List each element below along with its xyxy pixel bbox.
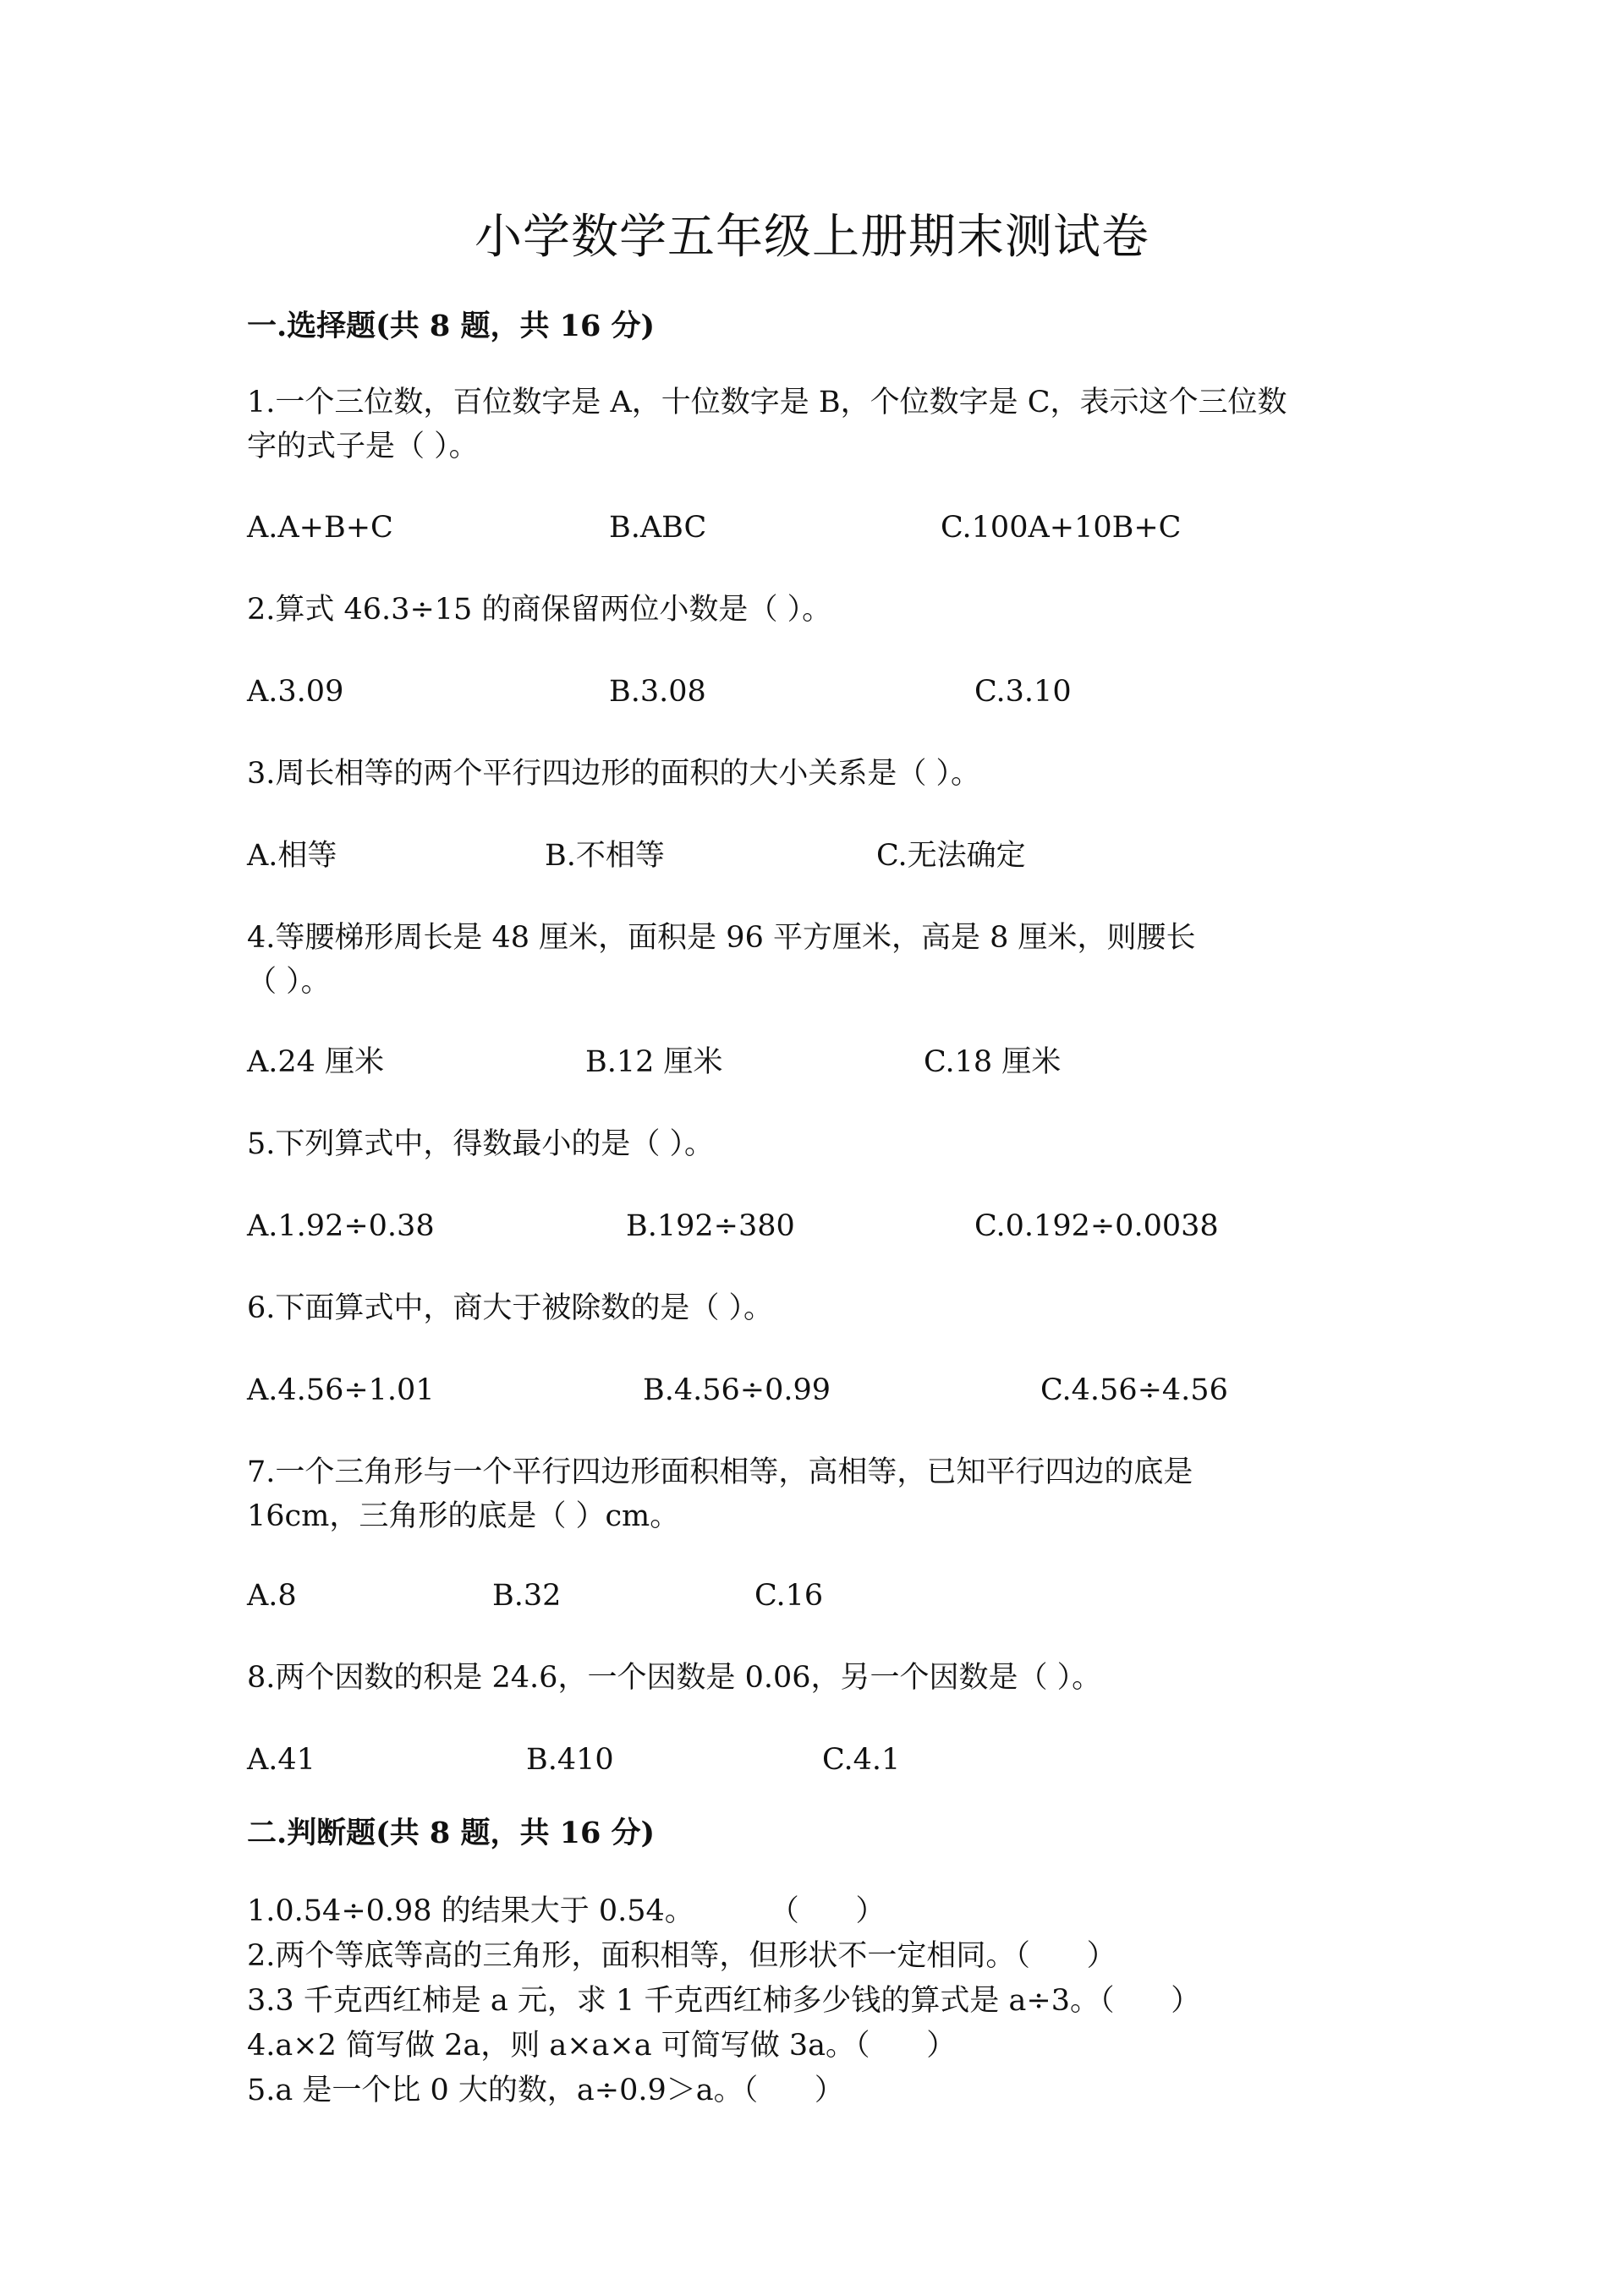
option-a: A.1.92÷0.38 — [247, 1209, 435, 1243]
option-c: C.18 厘米 — [924, 1045, 1062, 1079]
option-a: A.A+B+C — [247, 511, 393, 545]
option-c: C.16 — [754, 1579, 824, 1613]
choice-question-1 — [247, 381, 1397, 469]
page-title: 小学数学五年级上册期末测试卷 — [475, 210, 1149, 265]
question-text: 2.算式 46.3÷15 的商保留两位小数是（ ）。 — [247, 593, 832, 627]
question-text: （ ）。 — [247, 965, 331, 999]
option-b: B.192÷380 — [626, 1209, 795, 1243]
option-c: C.4.56÷4.56 — [1040, 1373, 1228, 1407]
question-text: 4.等腰梯形周长是 48 厘米，面积是 96 平方厘米，高是 8 厘米，则腰长 — [247, 921, 1196, 955]
option-c: C.0.192÷0.0038 — [974, 1209, 1219, 1243]
question-text: 6.下面算式中，商大于被除数的是（ ）。 — [247, 1291, 774, 1325]
option-c: C.3.10 — [974, 675, 1072, 709]
judgement-item-3: 3.3 千克西红柿是 a 元，求 1 千克西红柿多少钱的算式是 a÷3。（ ） — [247, 1984, 1201, 2018]
choice-question-5 — [247, 1122, 1397, 1166]
option-b: B.3.08 — [609, 675, 706, 709]
option-a: A.8 — [247, 1579, 297, 1613]
judgement-item-5: 5.a 是一个比 0 大的数，a÷0.9＞a。（ ） — [247, 2074, 844, 2107]
option-b: B.410 — [526, 1743, 614, 1777]
option-b: B.32 — [492, 1579, 562, 1613]
choice-options-8 — [247, 1738, 1431, 1782]
option-a: A.4.56÷1.01 — [247, 1373, 435, 1407]
option-b: B.ABC — [609, 511, 707, 545]
option-c: C.4.1 — [822, 1743, 901, 1777]
choice-question-6 — [247, 1286, 1397, 1330]
option-c: C.100A+10B+C — [941, 511, 1182, 545]
judgement-item-1: 1.0.54÷0.98 的结果大于 0.54。 （ ） — [247, 1894, 886, 1928]
judgement-item-4: 4.a×2 简写做 2a，则 a×a×a 可简写做 3a。（ ） — [247, 2029, 957, 2063]
question-text: 8.两个因数的积是 24.6，一个因数是 0.06，另一个因数是（ ）。 — [247, 1661, 1102, 1695]
option-b: B.12 厘米 — [585, 1045, 723, 1079]
option-a: A.3.09 — [247, 675, 344, 709]
choice-question-7 — [247, 1450, 1397, 1538]
choice-question-8 — [247, 1656, 1397, 1700]
judgement-item-2: 2.两个等底等高的三角形，面积相等，但形状不一定相同。（ ） — [247, 1939, 1116, 1973]
option-b: B.不相等 — [545, 839, 665, 873]
choice-options-3 — [247, 834, 1431, 878]
question-text: 3.周长相等的两个平行四边形的面积的大小关系是（ ）。 — [247, 757, 981, 791]
option-c: C.无法确定 — [876, 839, 1026, 873]
choice-options-1 — [247, 506, 1431, 550]
choice-options-4 — [247, 1040, 1431, 1084]
question-text: 字的式子是（ ）。 — [247, 430, 479, 463]
choice-options-7 — [247, 1574, 1431, 1618]
choice-question-2 — [247, 588, 1397, 632]
option-a: A.41 — [247, 1743, 315, 1777]
question-text: 5.下列算式中，得数最小的是（ ）。 — [247, 1127, 715, 1161]
option-a: A.24 厘米 — [247, 1045, 385, 1079]
choice-options-2 — [247, 670, 1431, 714]
option-b: B.4.56÷0.99 — [643, 1373, 831, 1407]
section-heading-choice: 一.选择题(共 8 题，共 16 分) — [247, 309, 656, 343]
section-heading-judgement: 二.判断题(共 8 题，共 16 分) — [247, 1816, 656, 1850]
choice-question-3 — [247, 752, 1397, 796]
question-text: 1.一个三位数，百位数字是 A，十位数字是 B，个位数字是 C，表示这个三位数 — [247, 386, 1287, 419]
choice-options-6 — [247, 1368, 1431, 1412]
choice-question-4 — [247, 916, 1397, 1004]
question-text: 16cm，三角形的底是（ ）cm。 — [247, 1499, 680, 1533]
option-a: A.相等 — [247, 839, 337, 873]
choice-options-5 — [247, 1204, 1431, 1248]
question-text: 7.一个三角形与一个平行四边形面积相等，高相等，已知平行四边的底是 — [247, 1455, 1193, 1489]
